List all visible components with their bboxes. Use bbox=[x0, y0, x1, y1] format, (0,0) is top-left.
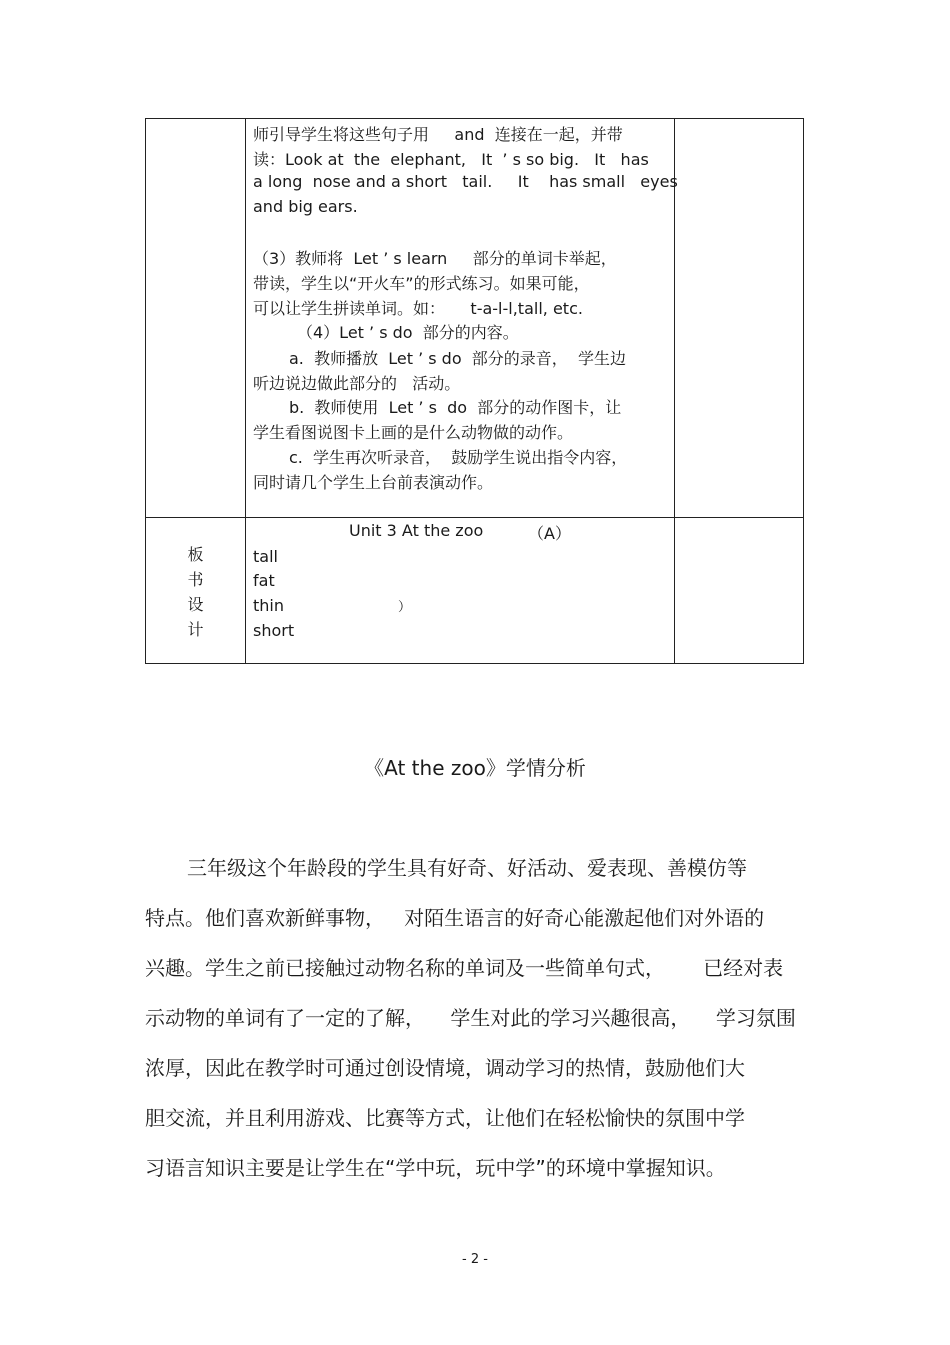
page-number: - 2 - bbox=[462, 1252, 488, 1267]
procedure-line: 读：Look at the elephant, It ’ s so big. It has bbox=[253, 150, 649, 169]
paragraph-line: 胆交流，并且利用游戏、比赛等方式，让他们在轻松愉快的氛围中学 bbox=[145, 1106, 745, 1130]
paragraph-line: 示动物的单词有了一定的了解， 学生对此的学习兴趣很高， 学习氛围 bbox=[145, 1006, 796, 1030]
board-design-cell bbox=[253, 517, 665, 665]
procedure-line: c. 学生再次听录音， 鼓励学生说出指令内容， bbox=[289, 448, 628, 467]
procedure-line: b. 教师使用 Let ’ s do 部分的动作图卡，让 bbox=[289, 398, 622, 417]
board-design-label bbox=[146, 517, 245, 665]
board-word: fat bbox=[253, 571, 275, 590]
board-word: short bbox=[253, 621, 295, 640]
lesson-plan-table bbox=[145, 118, 804, 664]
procedure-line: 带读，学生以“开火车”的形式练习。如果可能， bbox=[253, 274, 590, 293]
paragraph-line: 习语言知识主要是让学生在“学中玩，玩中学”的环境中掌握知识。 bbox=[145, 1156, 726, 1180]
procedure-cell bbox=[253, 119, 678, 517]
section-title: 《At the zoo》学情分析 bbox=[364, 756, 586, 780]
procedure-line: 同时请几个学生上台前表演动作。 bbox=[253, 473, 494, 492]
paragraph-line: 浓厚，因此在教学时可通过创设情境，调动学习的热情，鼓励他们大 bbox=[145, 1056, 745, 1080]
board-label-char: 板 bbox=[187, 545, 204, 564]
paragraph-line: 兴趣。学生之前已接触过动物名称的单词及一些简单句式， 已经对表 bbox=[145, 956, 784, 980]
board-label-char: 计 bbox=[187, 620, 204, 639]
procedure-line: 学生看图说图卡上画的是什么动物做的动作。 bbox=[253, 423, 574, 442]
board-title-suffix: （A） bbox=[528, 524, 571, 543]
table-divider-right bbox=[674, 119, 675, 663]
board-title: Unit 3 At the zoo bbox=[349, 521, 484, 540]
board-label-char: 设 bbox=[187, 595, 204, 614]
analysis-paragraph bbox=[145, 852, 805, 1192]
procedure-line: （3）教师将 Let ’ s learn 部分的单词卡举起， bbox=[253, 249, 617, 268]
procedure-line: 听边说边做此部分的 活动。 bbox=[253, 374, 461, 393]
board-word: tall bbox=[253, 547, 278, 566]
board-word: thin bbox=[253, 596, 284, 615]
table-divider-left bbox=[245, 119, 246, 663]
procedure-line: 可以让学生拼读单词。如： t-a-l-l,tall, etc. bbox=[253, 299, 583, 318]
procedure-line: and big ears. bbox=[253, 197, 358, 216]
procedure-line: a long nose and a short tail. It has small eyes bbox=[253, 172, 678, 191]
procedure-line: 师引导学生将这些句子用 and 连接在一起，并带 bbox=[253, 125, 623, 144]
procedure-line: a. 教师播放 Let ’ s do 部分的录音， 学生边 bbox=[289, 349, 626, 368]
paragraph-line: 特点。他们喜欢新鲜事物， 对陌生语言的好奇心能激起他们对外语的 bbox=[145, 906, 765, 930]
procedure-line: （4）Let ’ s do 部分的内容。 bbox=[297, 323, 519, 342]
paragraph-line: 三年级这个年龄段的学生具有好奇、好活动、爱表现、善模仿等 bbox=[187, 856, 747, 880]
board-paren: ） bbox=[398, 600, 412, 615]
board-label-char: 书 bbox=[187, 570, 204, 589]
